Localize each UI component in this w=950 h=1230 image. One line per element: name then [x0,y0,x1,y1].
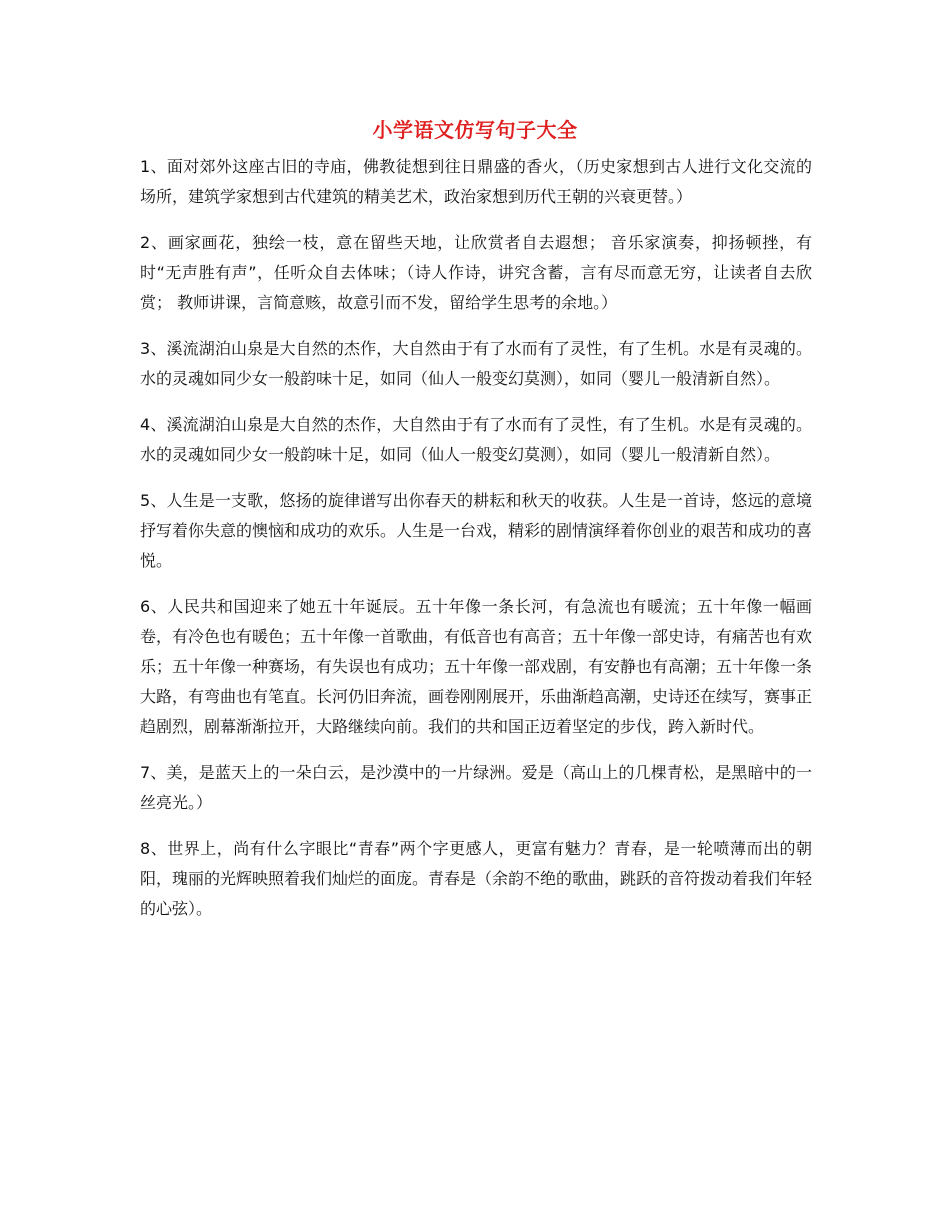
document-body [140,152,812,940]
paragraph-3: 3、溪流湖泊山泉是大自然的杰作，大自然由于有了水而有了灵性，有了生机。水是有灵魂的。水的灵魂如同少女一般韵味十足，如同（仙人一般变幻莫测），如同（婴儿一般清新自然）。 [140,339,812,388]
paragraph-4: 4、溪流湖泊山泉是大自然的杰作，大自然由于有了水而有了灵性，有了生机。水是有灵魂的。水的灵魂如同少女一般韵味十足，如同（仙人一般变幻莫测），如同（婴儿一般清新自然）。 [140,415,812,464]
paragraph-5: 5、人生是一支歌，悠扬的旋律谱写出你春天的耕耘和秋天的收获。人生是一首诗，悠远的意境抒写着你失意的懊恼和成功的欢乐。人生是一台戏，精彩的剧情演绎着你创业的艰苦和成功的喜悦。 [140,491,813,570]
paragraph-7: 7、美，是蓝天上的一朵白云，是沙漠中的一片绿洲。爱是（高山上的几棵青松，是黑暗中的一丝亮光。） [140,763,812,812]
paragraph-2: 2、画家画花，独绘一枝，意在留些天地，让欣赏者自去遐想； 音乐家演奏，抑扬顿挫，有时“无声胜有声”，任听众自去体味；（诗人作诗，讲究含蓄，言有尽而意无穷，让读者自去欣赏； 教师讲课，言简意赅，故意引而不发，留给学生思考的余地。） [140,233,812,312]
document-title: 小学语文仿写句子大全 [372,118,578,142]
paragraph-6: 6、人民共和国迎来了她五十年诞辰。五十年像一条长河，有急流也有暖流；五十年像一幅画卷，有冷色也有暖色；五十年像一首歌曲，有低音也有高音；五十年像一部史诗，有痛苦也有欢乐；五十年像一种赛场，有失误也有成功；五十年像一部戏剧，有安静也有高潮；五十年像一条大路，有弯曲也有笔直。长河仍旧奔流，画卷刚刚展开，乐曲渐趋高潮，史诗还在续写，赛事正趋剧烈，剧幕渐渐拉开，大路继续向前。我们的共和国正迈着坚定的步伐，跨入新时代。 [140,597,813,736]
paragraph-8: 8、世界上，尚有什么字眼比“青春”两个字更感人，更富有魅力？青春，是一轮喷薄而出的朝阳，瑰丽的光辉映照着我们灿烂的面庞。青春是（余韵不绝的歌曲，跳跃的音符拨动着我们年轻的心弦）。 [140,839,813,918]
paragraph-1: 1、面对郊外这座古旧的寺庙，佛教徒想到往日鼎盛的香火，（历史家想到古人进行文化交流的场所，建筑学家想到古代建筑的精美艺术，政治家想到历代王朝的兴衰更替。） [140,157,812,206]
